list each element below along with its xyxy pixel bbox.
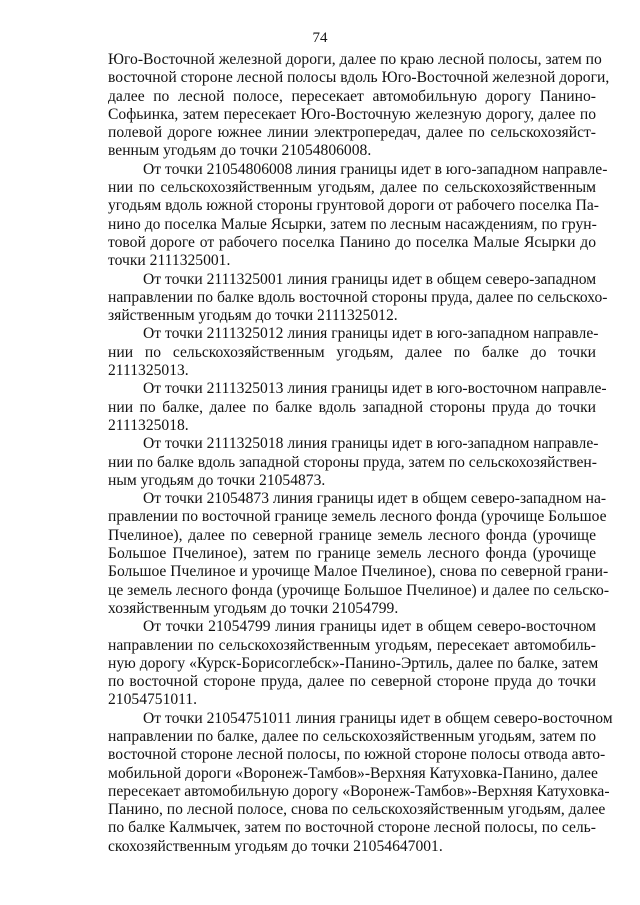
text-line: От точки 21054751011 линия границы идет в общем северо-восточном	[143, 709, 613, 727]
text-line: нии по сельскохозяйственным угодьям, далее по балке до точки	[108, 343, 596, 361]
text-line: нии по балке, далее по балке вдоль западной стороны пруда до точки	[108, 398, 596, 416]
paragraph	[108, 490, 610, 618]
text-line: От точки 21054806008 линия границы идет в юго-западном направле-	[143, 160, 608, 178]
text-line: точки 2111325001.	[108, 252, 231, 270]
document-body	[108, 51, 613, 856]
text-line: От точки 2111325013 линия границы идет в юго-восточном направле-	[143, 380, 607, 398]
text-line: Пчелиное), далее по северной границе земель лесного фонда (урочище	[108, 526, 596, 544]
text-line: Юго-Восточной железной дороги, далее по краю лесной полосы, затем по	[108, 51, 602, 68]
text-line: Большое Пчелиное), затем по границе земель лесного фонда (урочище	[108, 545, 596, 563]
text-line: скохозяйственным угодьям до точки 21054647001.	[108, 837, 443, 855]
paragraph	[108, 709, 613, 856]
paragraph	[108, 160, 608, 271]
text-line: От точки 2111325012 линия границы идет в юго-западном направле-	[143, 325, 599, 343]
page-number: 74	[312, 30, 328, 46]
paragraph	[108, 435, 599, 490]
text-line: ным угодьям до точки 21054873.	[108, 471, 326, 489]
text-line: От точки 21054799 линия границы идет в общем северо-восточном	[143, 618, 596, 636]
paragraph	[108, 380, 607, 435]
text-line: направлении по сельскохозяйственным угодьям, пересекает автомобиль-	[108, 636, 596, 654]
text-line: ную дорогу «Курск-Борисоглебск»-Панино-Эртиль, далее по балке, затем	[108, 654, 599, 672]
text-line: по восточной стороне пруда, далее по северной стороне пруда до точки	[108, 673, 596, 691]
text-line: угодьям вдоль южной стороны грунтовой дороги от рабочего поселка Па-	[108, 197, 599, 215]
text-line: направлении по балке, далее по сельскохозяйственным угодьям, затем по	[108, 727, 596, 745]
text-line: товой дороге от рабочего поселка Панино до поселка Малые Ясырки до	[108, 233, 596, 251]
text-line: це земель лесного фонда (урочище Большое Пчелиное) и далее по сельско-	[108, 581, 610, 599]
text-line: 21054751011.	[108, 691, 198, 709]
text-line: мобильной дороги «Воронеж-Тамбов»-Верхняя Катуховка-Панино, далее	[108, 764, 598, 782]
text-line: хозяйственным угодьям до точки 21054799.	[108, 599, 399, 617]
text-line: зяйственным угодьям до точки 2111325012.	[108, 307, 398, 325]
text-line: От точки 2111325001 линия границы идет в общем северо-западном	[143, 270, 597, 288]
text-line: нино до поселка Малые Ясырки, затем по лесным насаждениям, по грун-	[108, 215, 597, 233]
text-line: Панино, по лесной полосе, снова по сельскохозяйственным угодьям, далее	[108, 801, 606, 819]
paragraph	[108, 270, 608, 326]
text-line: полевой дороге южнее линии электропередач, далее по сельскохозяйст-	[108, 124, 596, 142]
text-line: От точки 2111325018 линия границы идет в юго-западном направле-	[143, 435, 599, 453]
text-line: далее по лесной полосе, пересекает автомобильную дорогу Панино-	[108, 87, 596, 105]
text-line: Софьинка, затем пересекает Юго-Восточную железную дорогу, далее по	[108, 105, 596, 123]
text-line: по балке Калмычек, затем по восточной стороне лесной полосы, по сель-	[108, 819, 596, 837]
text-line: 2111325018.	[108, 416, 189, 434]
text-line: 2111325013.	[108, 362, 189, 380]
text-line: направлении по балке вдоль восточной стороны пруда, далее по сельскохо-	[108, 288, 608, 306]
text-line: восточной стороне лесной полосы вдоль Юго-Восточной железной дороги,	[108, 69, 610, 87]
text-line: нии по балке вдоль западной стороны пруда, затем по сельскохозяйствен-	[108, 453, 597, 471]
paragraph	[108, 51, 610, 161]
text-line: От точки 21054873 линия границы идет в общем северо-западном на-	[143, 490, 607, 508]
text-line: восточной стороне лесной полосы, по южной стороне полосы отвода авто-	[108, 746, 606, 764]
text-line: правлении по восточной границе земель лесного фонда (урочище Большое	[108, 508, 607, 526]
text-line: Большое Пчелиное и урочище Малое Пчелиное), снова по северной грани-	[108, 563, 609, 581]
text-line: нии по сельскохозяйственным угодьям, далее по сельскохозяйственным	[108, 179, 596, 197]
text-line: венным угодьям до точки 21054806008.	[108, 142, 372, 160]
paragraph	[108, 618, 599, 709]
paragraph	[108, 325, 599, 380]
text-line: пересекает автомобильную дорогу «Воронеж-Тамбов»-Верхняя Катуховка-	[108, 782, 610, 800]
